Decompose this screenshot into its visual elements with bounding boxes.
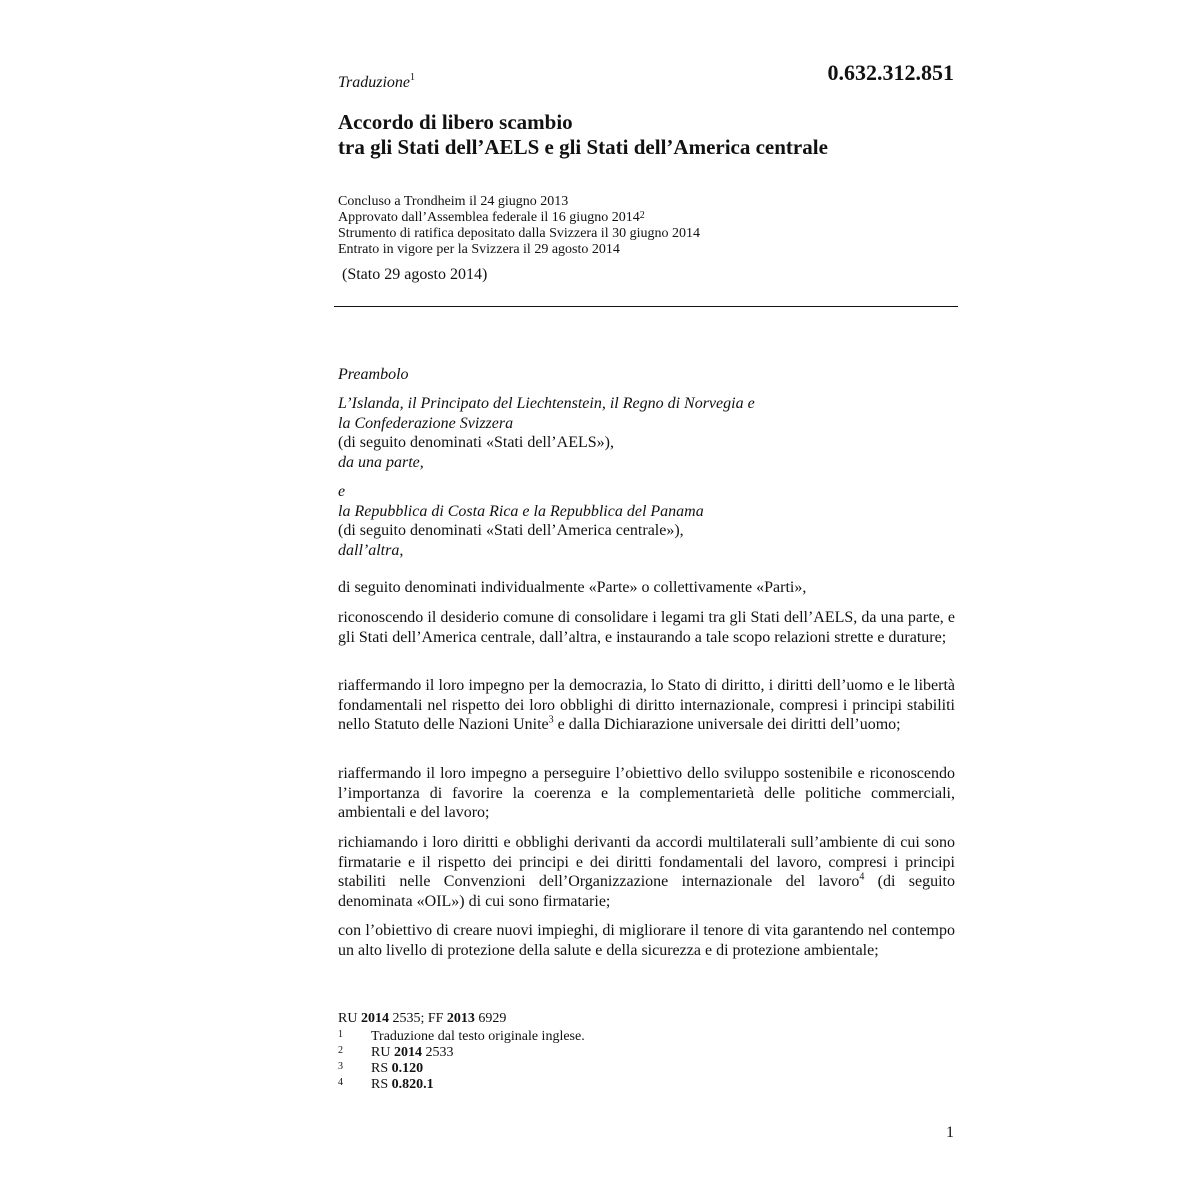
title-line-1: Accordo di libero scambio xyxy=(338,110,573,134)
footnote-text xyxy=(371,1077,434,1093)
footnote-item xyxy=(338,1061,506,1077)
footnote-item xyxy=(338,1077,506,1093)
efta-parties-block xyxy=(338,394,955,472)
preamble-paragraph-3 xyxy=(338,676,955,735)
footnote-number: 3 xyxy=(338,1061,343,1072)
footnote-text-bold: 0.820.1 xyxy=(391,1077,434,1092)
footnote-number: 2 xyxy=(338,1045,343,1056)
header-divider xyxy=(334,306,958,307)
footnote-ref-1[interactable]: 1 xyxy=(410,72,416,83)
efta-parties-line-1: L’Islanda, il Principato del Liechtenstein, il Regno di Norvegia e xyxy=(338,395,755,412)
preamble-paragraph-6: con l’obiettivo di creare nuovi impieghi, di migliorare il tenore di vita garantendo nel contempo un alto livello di protezione della salute e della sicurezza e di protezione ambientale; xyxy=(338,922,955,959)
ca-parties: la Repubblica di Costa Rica e la Repubblica del Panama xyxy=(338,502,704,520)
page-number: 1 xyxy=(946,1124,954,1141)
footnote-text-prefix: RS xyxy=(371,1077,392,1092)
preamble-paragraph-3-text-b: e dalla Dichiarazione universale dei diritti dell’uomo; xyxy=(553,716,901,734)
preamble-paragraph-3-text-a: riaffermando il loro impegno per la democrazia, lo Stato di diritto, i diritti dell’uomo e le libertà fondamentali nel rispetto dei loro obblighi di diritto internazionale, compresi i principi stabiliti nello Statuto delle Nazioni Unite xyxy=(338,677,955,734)
preamble-paragraph-5 xyxy=(338,833,955,911)
ca-designation: (di seguito denominati «Stati dell’America centrale»), xyxy=(338,522,684,540)
footnote-ref-3[interactable]: 3 xyxy=(548,714,554,726)
ca-parties-block xyxy=(338,482,955,560)
preamble-paragraph-4: riaffermando il loro impegno a perseguire l’obiettivo dello sviluppo sostenibile e riconoscendo l’importanza di favorire la coerenza e la complementarietà delle politiche commerciali, ambientali e del lavoro; xyxy=(338,765,955,822)
footnote-ref-2[interactable]: 2 xyxy=(639,210,645,221)
footnote-text-suffix: 2533 xyxy=(421,1045,454,1060)
document-title xyxy=(338,110,828,160)
source-ff-year: 2013 xyxy=(446,1011,475,1026)
footnote-number: 4 xyxy=(338,1077,343,1088)
preamble-paragraph-5-text-b: (di seguito denominata «OIL») di cui sono firmatarie; xyxy=(338,873,955,910)
status-date: (Stato 29 agosto 2014) xyxy=(342,266,488,283)
preamble-paragraph-1: di seguito denominati individualmente «Parte» o collettivamente «Parti», xyxy=(338,579,807,596)
ca-side: dall’altra, xyxy=(338,541,404,559)
source-ru-year: 2014 xyxy=(360,1011,389,1026)
preamble-heading xyxy=(338,365,955,385)
footnote-text-prefix: Traduzione dal testo originale inglese. xyxy=(371,1029,585,1044)
document-dates xyxy=(338,194,700,258)
date-in-force: Entrato in vigore per la Svizzera il 29 agosto 2014 xyxy=(338,242,620,257)
source-ru-label: RU xyxy=(338,1011,361,1026)
date-approved: Approvato dall’Assemblea federale il 16 giugno 2014 xyxy=(338,210,640,225)
footnote-text-prefix: RU xyxy=(371,1045,394,1060)
date-concluded: Concluso a Trondheim il 24 giugno 2013 xyxy=(338,194,569,209)
footnote-text-bold: 0.120 xyxy=(391,1061,424,1076)
preamble-heading-text: Preambolo xyxy=(338,366,409,383)
source-ru-page: 2535; FF xyxy=(388,1011,447,1026)
footnote-text xyxy=(371,1045,453,1061)
efta-parties-line-2: la Confederazione Svizzera xyxy=(338,414,514,432)
conjunction: e xyxy=(338,483,346,500)
footnote-text xyxy=(371,1029,585,1045)
preamble-paragraph-2: riconoscendo il desiderio comune di consolidare i legami tra gli Stati dell’AELS, da una parte, e gli Stati dell’America centrale, dall’altra, e instaurando a tale scopo relazioni strette e durature; xyxy=(338,609,955,646)
efta-designation: (di seguito denominati «Stati dell’AELS»), xyxy=(338,434,614,452)
footnote-number: 1 xyxy=(338,1029,343,1040)
footnote-text-prefix: RS xyxy=(371,1061,392,1076)
source-ff-page: 6929 xyxy=(474,1011,507,1026)
footnote-ref-4[interactable]: 4 xyxy=(859,871,865,883)
date-approved-row xyxy=(338,210,700,226)
translation-label xyxy=(338,74,415,92)
efta-side: da una parte, xyxy=(338,453,424,471)
footnote-text xyxy=(371,1061,423,1077)
footnote-item xyxy=(338,1029,585,1045)
source-reference xyxy=(338,1011,506,1027)
date-ratified: Strumento di ratifica depositato dalla Svizzera il 30 giugno 2014 xyxy=(338,226,700,241)
footnote-item xyxy=(338,1045,506,1061)
translation-label-text: Traduzione xyxy=(338,74,411,91)
sr-number: 0.632.312.851 xyxy=(827,60,954,85)
footnotes xyxy=(338,1011,585,1093)
footnote-text-bold: 2014 xyxy=(393,1045,422,1060)
preamble-paragraph-5-text-a: richiamando i loro diritti e obblighi derivanti da accordi multilaterali sull’ambiente di cui sono firmatarie e il rispetto dei principi e dei diritti fondamentali del lavoro, compresi i principi stabiliti nelle Convenzioni dell’Organizzazione internazionale del lavoro xyxy=(338,834,955,891)
title-line-2: tra gli Stati dell’AELS e gli Stati dell’America centrale xyxy=(338,135,828,159)
